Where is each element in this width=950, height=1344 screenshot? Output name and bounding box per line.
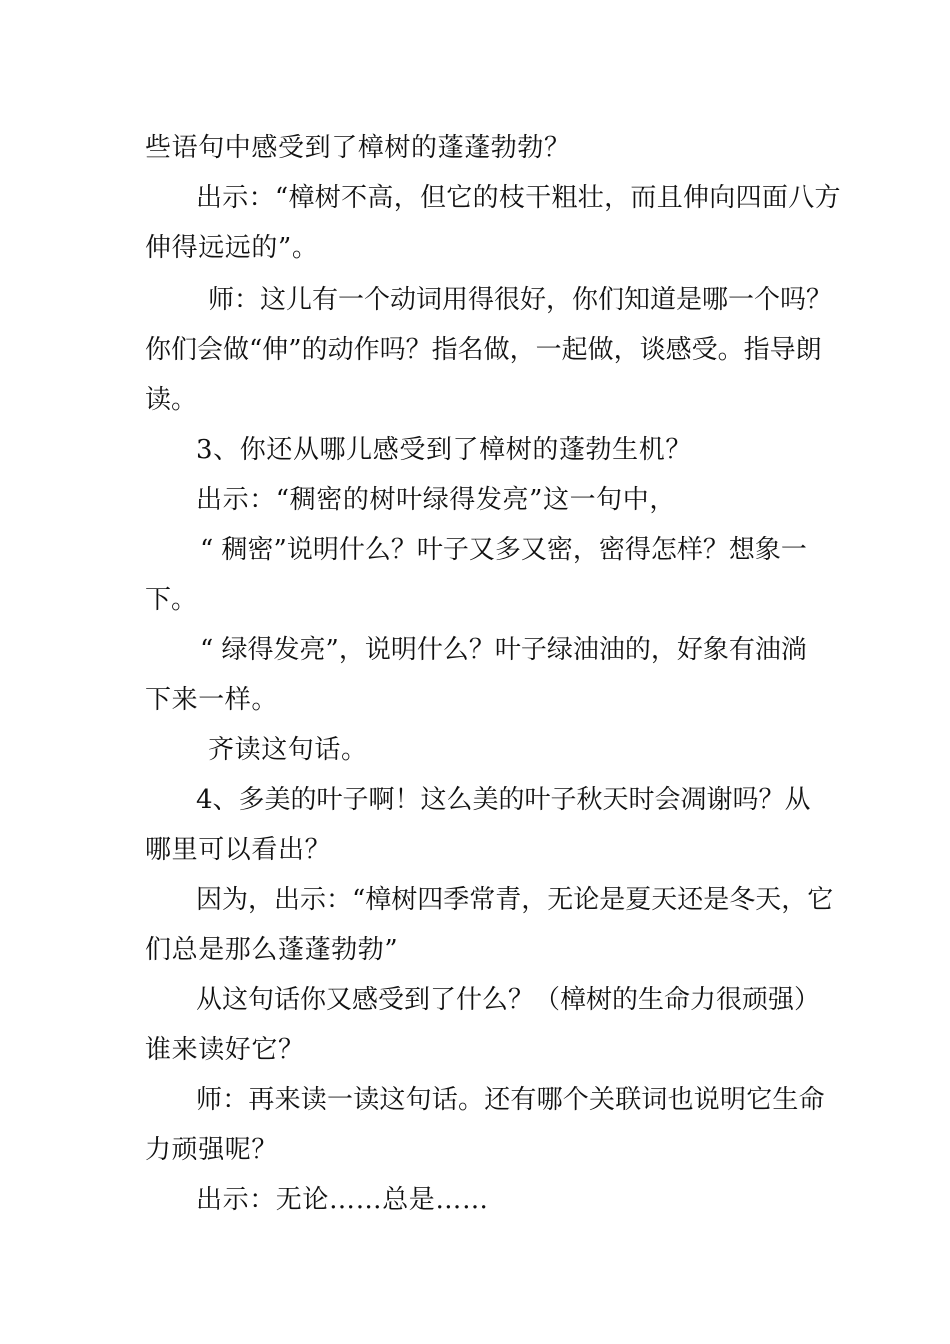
text-line: 齐读这句话。 [208,735,368,765]
text-line: 些语句中感受到了樟树的蓬蓬勃勃？ [145,133,571,163]
text-line: 3、你还从哪儿感受到了樟树的蓬勃生机？ [196,435,692,465]
text-line: 从这句话你又感受到了什么？（樟树的生命力很顽强） [196,985,821,1015]
text-line: 出示：无论……总是…… [196,1185,489,1215]
text-line: 哪里可以看出？ [145,835,332,865]
text-line: 下来一样。 [145,685,279,715]
text-line: 伸得远远的”。 [145,233,319,263]
text-line: 你们会做“伸”的动作吗？指名做，一起做，谈感受。指导朗 [145,335,822,365]
text-line: 因为，出示：“樟树四季常青，无论是夏天还是冬天，它 [196,885,834,915]
text-line: “ 稠密”说明什么？叶子又多又密，密得怎样？想象一 [200,535,807,565]
text-line: 读。 [145,385,198,415]
text-line: 谁来读好它？ [145,1035,305,1065]
text-line: “ 绿得发亮”，说明什么？叶子绿油油的，好象有油淌 [200,635,807,665]
text-line: 师：这儿有一个动词用得很好，你们知道是哪一个吗？ [208,285,833,315]
text-line: 下。 [145,585,198,615]
text-line: 师：再来读一读这句话。还有哪个关联词也说明它生命 [196,1085,825,1115]
text-line: 们总是那么蓬蓬勃勃” [145,935,399,965]
text-line: 4、多美的叶子啊！这么美的叶子秋天时会凋谢吗？从 [196,785,811,815]
text-line: 出示：“樟树不高，但它的枝干粗壮，而且伸向四面八方 [196,183,841,213]
text-line: 出示：“稠密的树叶绿得发亮”这一句中， [196,485,676,515]
text-line: 力顽强呢？ [145,1135,279,1165]
